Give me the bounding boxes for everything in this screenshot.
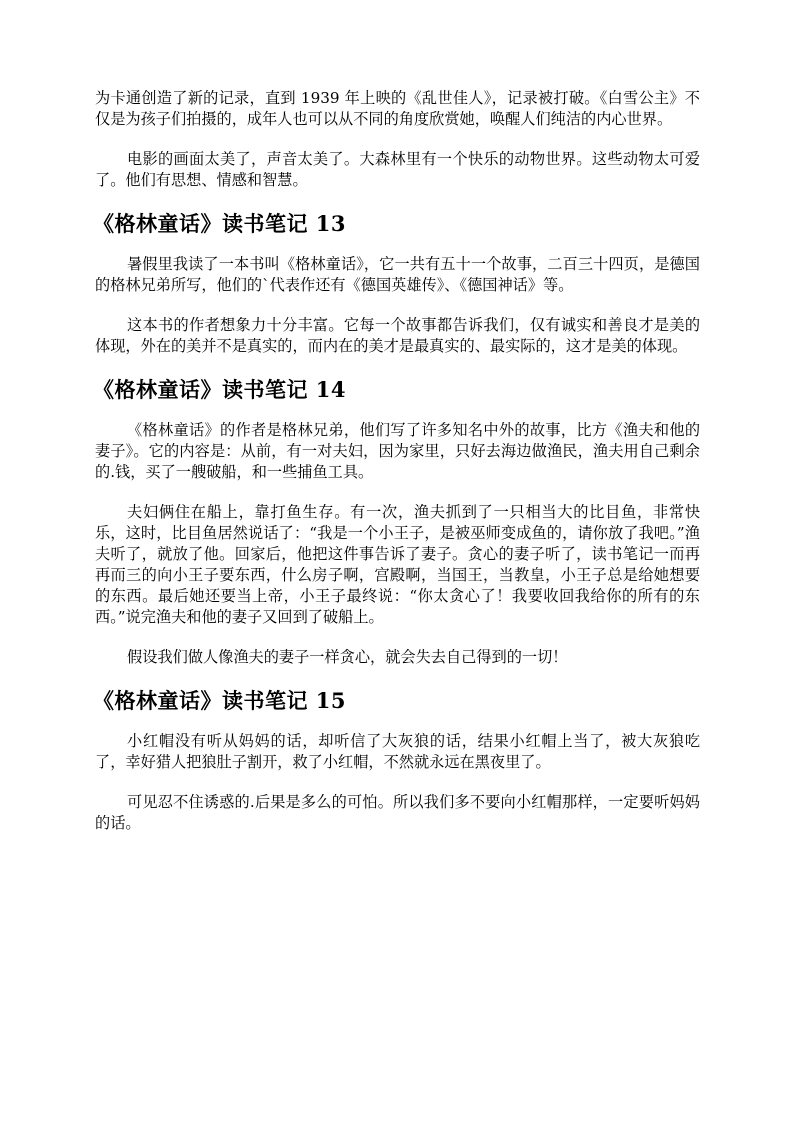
paragraph: 夫妇俩住在船上，靠打鱼生存。有一次，渔夫抓到了一只相当大的比目鱼，非常快乐，这时，比目鱼居然说话了：“我是一个小王子，是被巫师变成鱼的，请你放了我吧。”渔夫听了，就放了他。回家后，他把这件事告诉了妻子。贪心的妻子听了，读书笔记一而再再而三的向小王子要东西，什么房子啊，宫殿啊，当国王，当教皇，小王子总是给她想要的东西。最后她还要当上帝，小王子最终说：“你太贪心了！我要收回我给你的所有的东西。”说完渔夫和他的妻子又回到了破船上。 [95,503,700,626]
paragraph: 暑假里我读了一本书叫《格林童话》，它一共有五十一个故事，二百三十四页，是德国的格林兄弟所写，他们的`代表作还有《德国英雄传》、《德国神话》等。 [95,255,700,294]
paragraph: 为卡通创造了新的记录，直到 1939 年上映的《乱世佳人》，记录被打破。《白雪公主》不仅是为孩子们拍摄的，成年人也可以从不同的角度欣赏她，唤醒人们纯洁的内心世界。 [95,89,700,128]
paragraph: 假设我们做人像渔夫的妻子一样贪心，就会失去自己得到的一切！ [127,648,568,666]
paragraph: 可见忍不住诱惑的.后果是多么的可怕。所以我们多不要向小红帽那样，一定要听妈妈的话。 [95,793,700,832]
section-heading: 《格林童话》读书笔记 15 [93,688,347,713]
document-page [95,88,700,853]
section-heading: 《格林童话》读书笔记 13 [93,211,347,236]
paragraph: 电影的画面太美了，声音太美了。大森林里有一个快乐的动物世界。这些动物太可爱了。他们有思想、情感和智慧。 [95,150,700,189]
section-heading: 《格林童话》读书笔记 14 [93,377,347,402]
paragraph: 这本书的作者想象力十分丰富。它每一个故事都告诉我们，仅有诚实和善良才是美的体现，外在的美并不是真实的，而内在的美才是最真实的、最实际的，这才是美的体现。 [95,316,700,355]
paragraph: 小红帽没有听从妈妈的话，却听信了大灰狼的话，结果小红帽上当了，被大灰狼吃了，幸好猎人把狼肚子割开，救了小红帽，不然就永远在黑夜里了。 [95,732,700,771]
paragraph: 《格林童话》的作者是格林兄弟，他们写了许多知名中外的故事，比方《渔夫和他的妻子》。它的内容是：从前，有一对夫妇，因为家里，只好去海边做渔民，渔夫用自己剩余的.钱，买了一艘破船，和一些捕鱼工具。 [95,421,700,481]
